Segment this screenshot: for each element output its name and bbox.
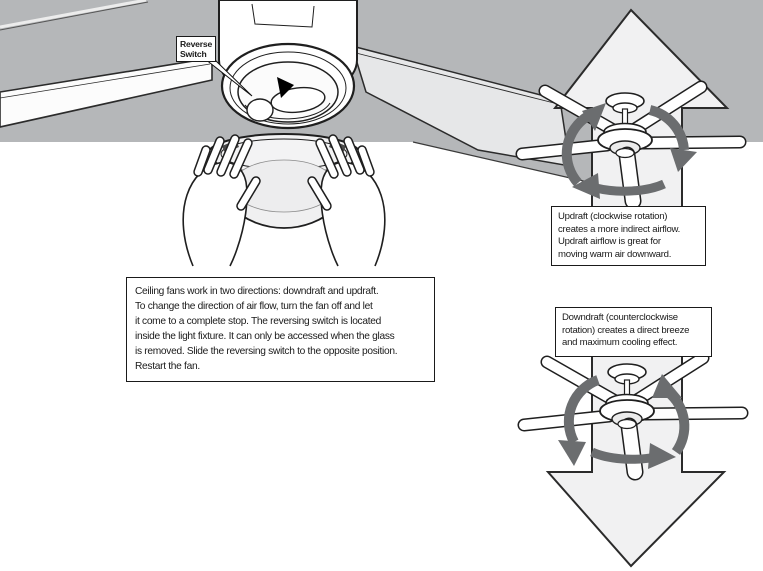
reverse-switch-label	[176, 36, 216, 62]
reverse-switch-label-line: Reverse	[180, 39, 213, 49]
downdraft-note-line: rotation) creates a direct breeze	[562, 324, 690, 336]
updraft-note-line: moving warm air downward.	[558, 248, 672, 260]
downdraft-note-line: Downdraft (counterclockwise	[562, 312, 678, 323]
main-instruction-line: Restart the fan.	[135, 361, 200, 372]
main-instruction-line: is removed. Slide the reversing switch to the opposite position.	[135, 346, 398, 357]
updraft-note-line: creates a more indirect airflow.	[558, 223, 681, 235]
updraft-note-box	[551, 206, 706, 266]
main-instruction-line: Ceiling fans work in two directions: downdraft and updraft.	[135, 286, 379, 297]
fan-assembly-open-fixture	[219, 0, 357, 128]
updraft-note-line: Updraft airflow is great for	[558, 236, 661, 248]
main-instruction-line: inside the light fixture. It can only be accessed when the glass	[135, 331, 395, 342]
main-instruction-line: To change the direction of air flow, turn the fan off and let	[135, 301, 373, 312]
main-instruction-line: it come to a complete stop. The reversing switch is located	[135, 316, 381, 327]
reverse-switch-label-line: Switch	[180, 49, 207, 59]
downdraft-note-box	[555, 307, 712, 357]
updraft-note-line: Updraft (clockwise rotation)	[558, 211, 668, 222]
downdraft-note-line: and maximum cooling effect.	[562, 337, 678, 349]
main-instruction-box	[126, 277, 435, 382]
